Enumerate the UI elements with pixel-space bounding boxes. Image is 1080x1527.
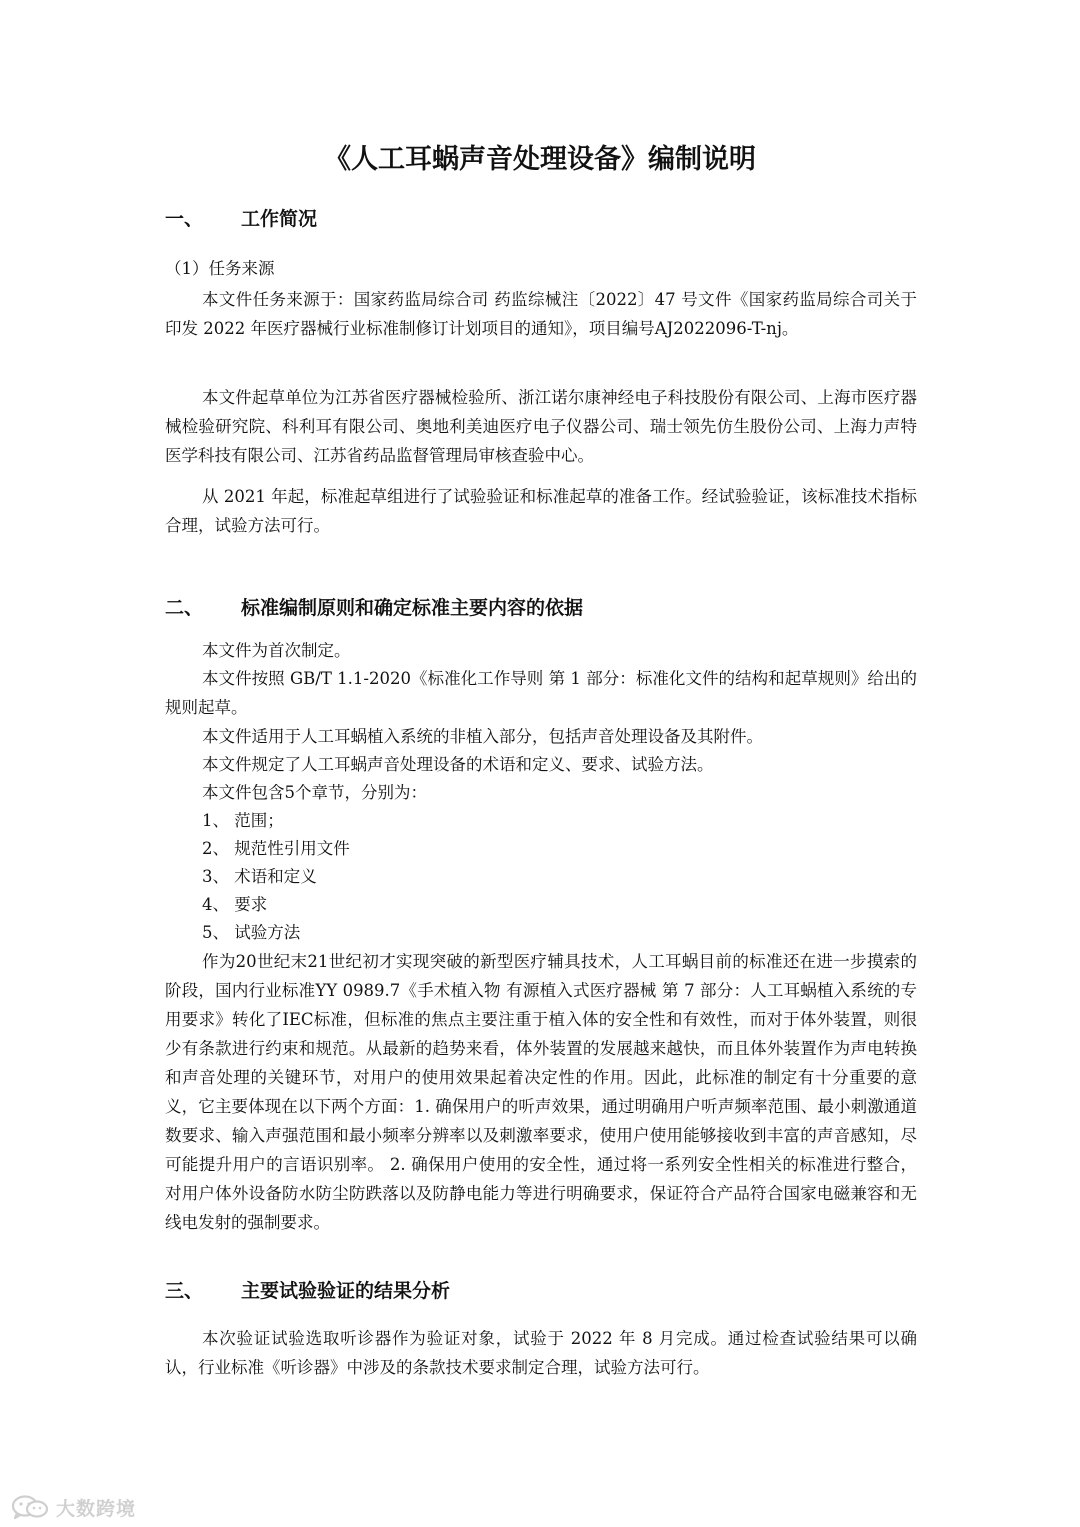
section-1-heading xyxy=(165,204,317,234)
section-2-line-1: 本文件为首次制定。 xyxy=(202,641,351,660)
section-1-title: 工作简况 xyxy=(241,208,318,230)
section-3-number: 三、 xyxy=(165,1280,204,1302)
section-3-heading xyxy=(165,1276,450,1306)
section-2-line-4: 本文件规定了人工耳蜗声音处理设备的术语和定义、要求、试验方法。 xyxy=(202,755,714,774)
section-1-paragraph-2: 本文件起草单位为江苏省医疗器械检验所、浙江诺尔康神经电子科技股份有限公司、上海市医疗器械检验研究院、科利耳有限公司、奥地利美迪医疗电子仪器公司、瑞士领先仿生股份公司、上海力声特医学科技有限公司、江苏省药品监督管理局审核查验中心。 xyxy=(165,388,917,465)
section-2-heading xyxy=(165,593,583,623)
chapter-list-item: 2、 规范性引用文件 xyxy=(202,839,350,858)
section-2-title: 标准编制原则和确定标准主要内容的依据 xyxy=(241,597,584,619)
watermark-text: 大数跨境 xyxy=(56,1497,137,1520)
chapter-list-item: 1、 范围； xyxy=(202,811,284,830)
section-1-subheading: （1）任务来源 xyxy=(165,259,275,278)
chapter-list-item: 5、 试验方法 xyxy=(202,923,301,942)
section-1-paragraph-3: 从 2021 年起，标准起草组进行了试验验证和标准起草的准备工作。经试验验证，该标准技术指标合理，试验方法可行。 xyxy=(165,487,917,535)
chapter-list-item: 4、 要求 xyxy=(202,895,268,914)
watermark xyxy=(10,1493,136,1521)
section-2-number: 二、 xyxy=(165,597,204,619)
section-2-line-2: 本文件按照 GB/T 1.1-2020《标准化工作导则 第 1 部分：标准化文件的结构和起草规则》给出的规则起草。 xyxy=(165,669,917,717)
document-title: 《人工耳蜗声音处理设备》编制说明 xyxy=(324,144,756,175)
section-1-number: 一、 xyxy=(165,208,204,230)
chapter-list-item: 3、 术语和定义 xyxy=(202,867,317,886)
section-1-paragraph-1: 本文件任务来源于：国家药监局综合司 药监综械注〔2022〕47 号文件《国家药监局综合司关于印发 2022 年医疗器械行业标准制修订计划项目的通知》，项目编号AJ2022096-T-nj。 xyxy=(165,290,917,338)
section-2-line-5: 本文件包含5个章节，分别为： xyxy=(202,783,427,802)
wechat-logo-icon xyxy=(10,1494,50,1520)
section-3-paragraph: 本次验证试验选取听诊器作为验证对象，试验于 2022 年 8 月完成。通过检查试验结果可以确认，行业标准《听诊器》中涉及的条款技术要求制定合理，试验方法可行。 xyxy=(165,1329,917,1377)
section-3-title: 主要试验验证的结果分析 xyxy=(241,1280,451,1302)
section-2-paragraph: 作为20世纪末21世纪初才实现突破的新型医疗辅具技术，人工耳蜗目前的标准还在进一步摸索的阶段，国内行业标准YY 0989.7《手术植入物 有源植入式医疗器械 第 7 部分：人工耳蜗植入系统的专用要求》转化了IEC标准，但标准的焦点主要注重于植入体的安全性和有效性，而对于体外装置，则很少有条款进行约束和规范。从最新的趋势来看，体外装置的发展越来越快，而且体外装置作为声电转换和声音处理的关键环节，对用户的使用效果起着决定性的作用。因此，此标准的制定有十分重要的意义，它主要体现在以下两个方面：1. 确保用户的听声效果，通过明确用户听声频率范围、最小刺激通道数要求、输入声强范围和最小频率分辨率以及刺激率要求，使用户使用能够接收到丰富的声音感知，尽可能提升用户的言语识别率。 2. 确保用户使用的安全性，通过将一系列安全性相关的标准进行整合，对用户体外设备防水防尘防跌落以及防静电能力等进行明确要求，保证符合产品符合国家电磁兼容和无线电发射的强制要求。 xyxy=(165,952,917,1232)
section-2-line-3: 本文件适用于人工耳蜗植入系统的非植入部分，包括声音处理设备及其附件。 xyxy=(202,727,763,746)
